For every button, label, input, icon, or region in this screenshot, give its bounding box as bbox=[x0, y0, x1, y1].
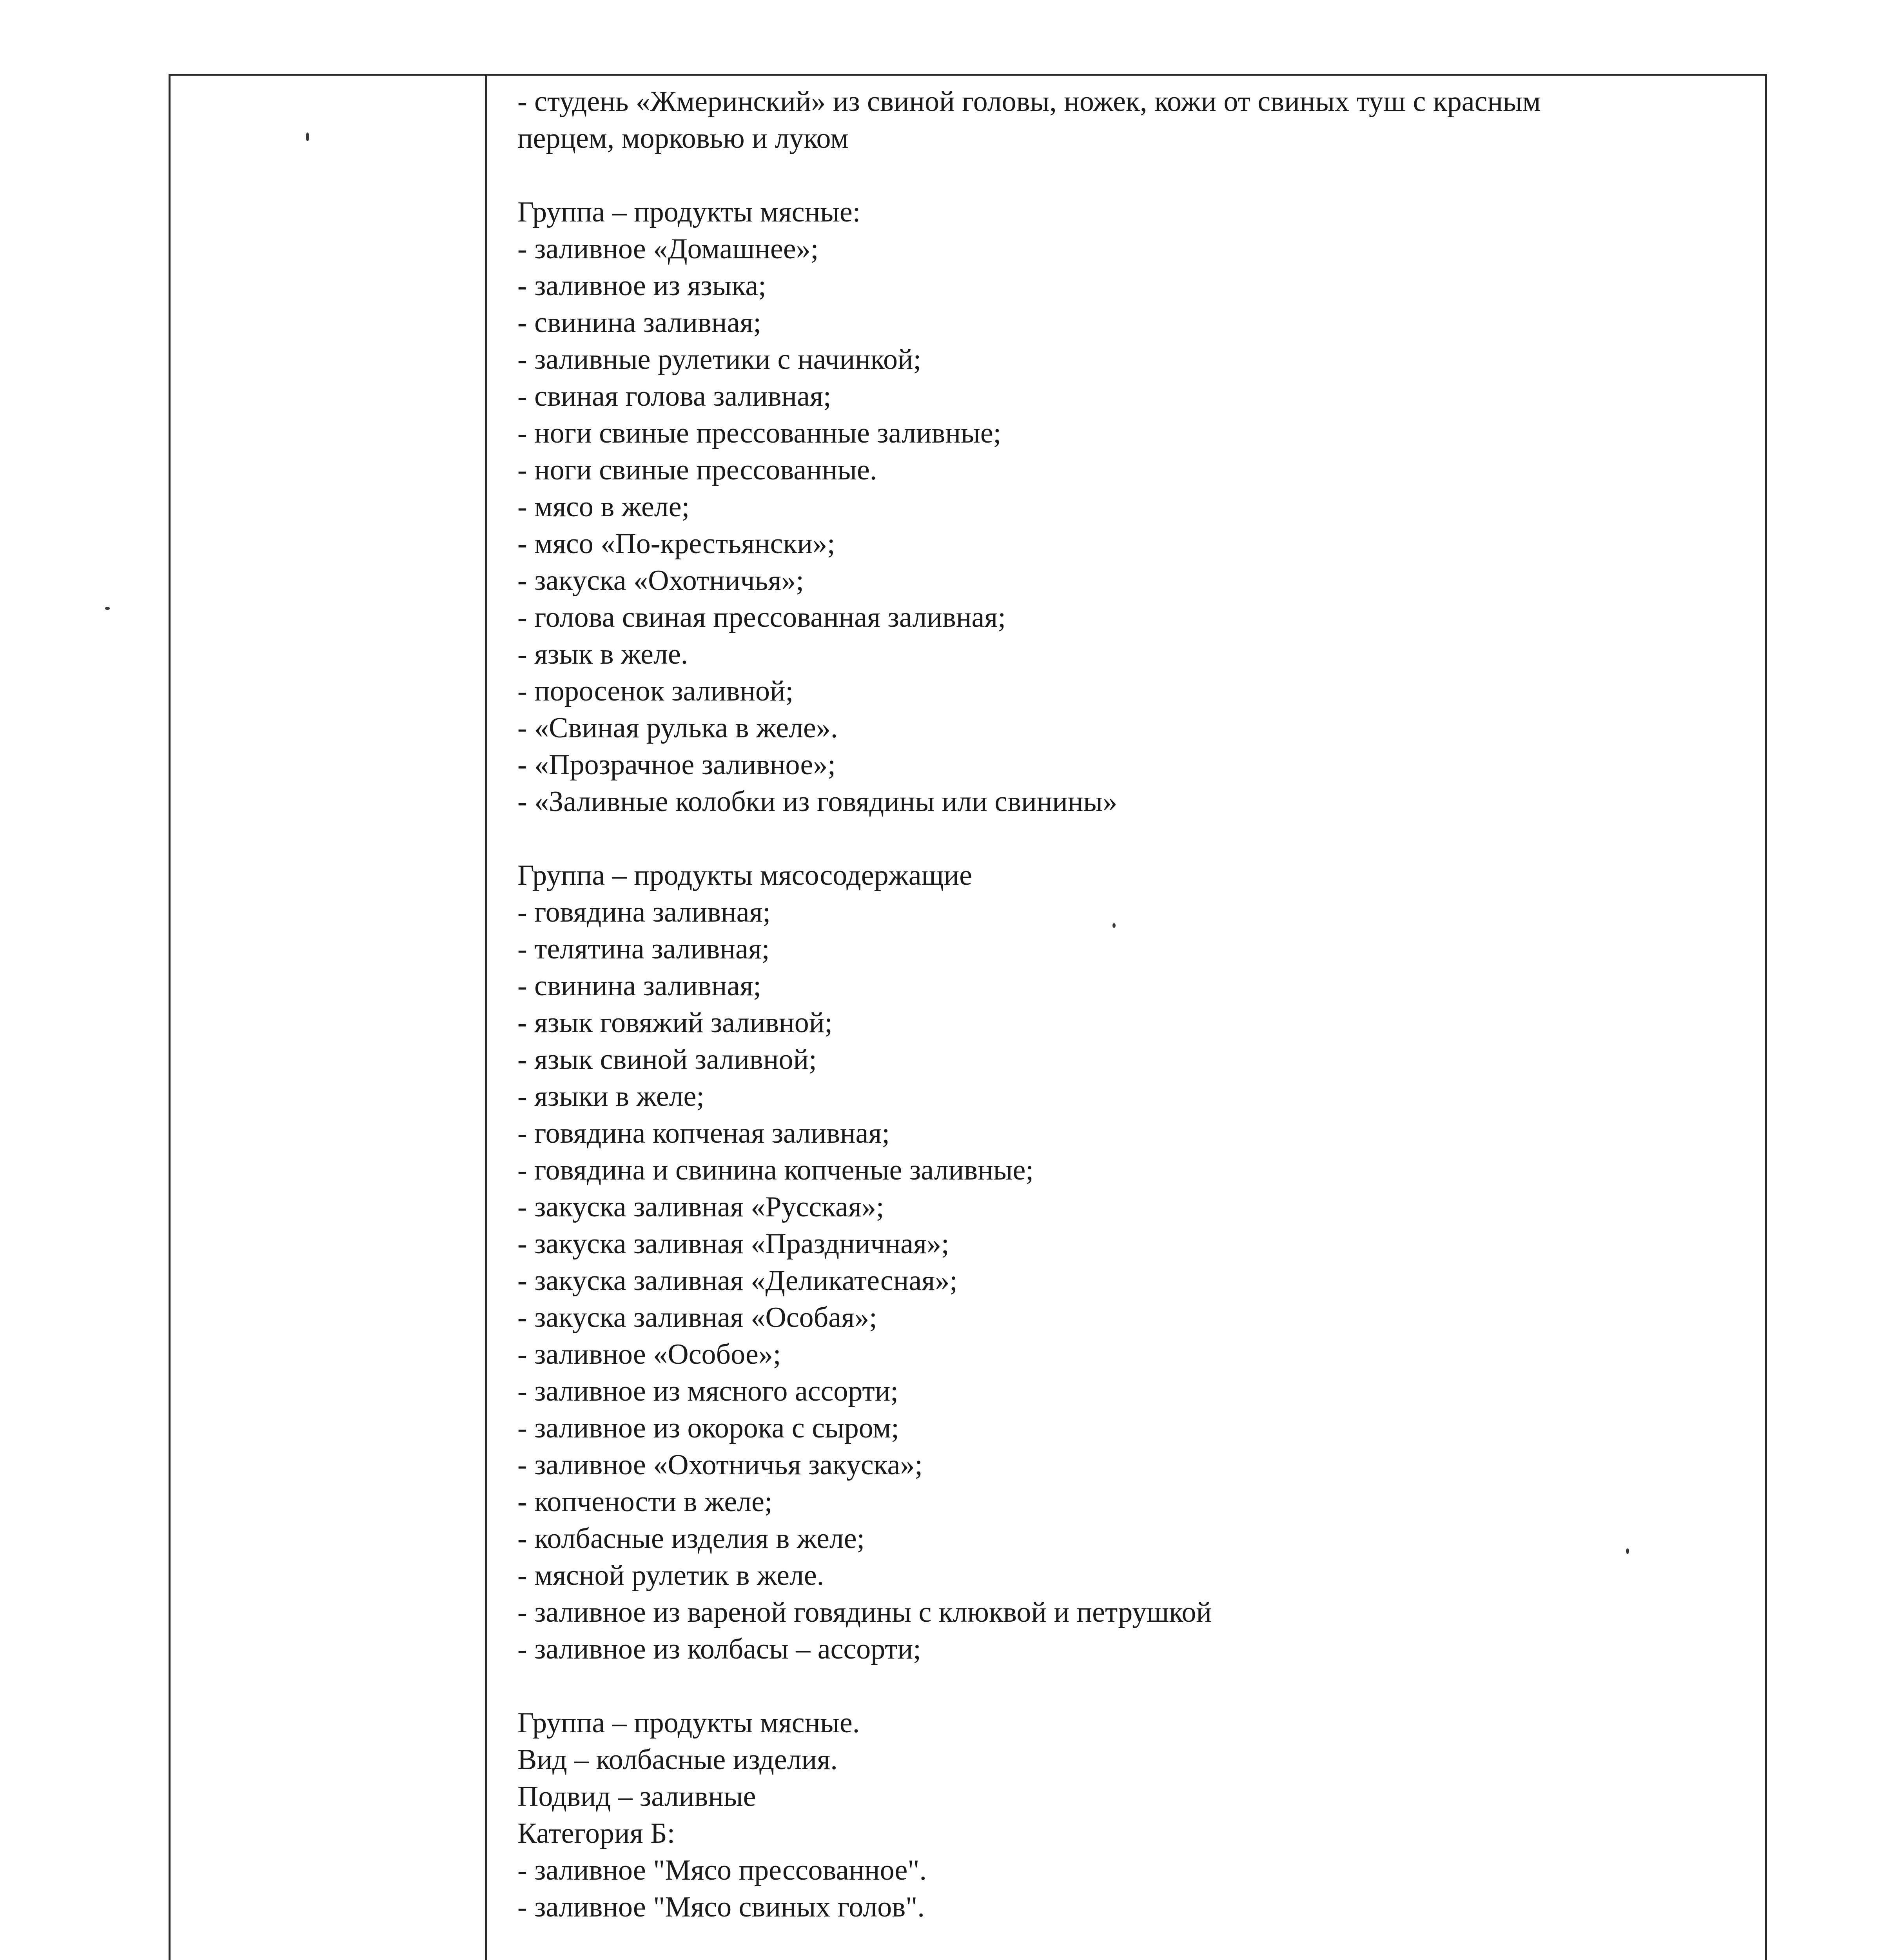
text-line: - закуска заливная «Праздничная»; bbox=[517, 1228, 949, 1260]
text-line: - студень «Жмеринский» из свиной головы, ножек, кожи от свиных туш с красным bbox=[517, 85, 1541, 118]
text-line: - ноги свиные прессованные заливные; bbox=[517, 417, 1002, 449]
text-line: - мясо в желе; bbox=[517, 491, 690, 523]
text-line: Группа – продукты мясные. bbox=[517, 1707, 860, 1739]
text-line: - заливное из мясного ассорти; bbox=[517, 1375, 898, 1407]
text-line: Группа – продукты мясные: bbox=[517, 196, 861, 228]
blank-line bbox=[517, 157, 1752, 194]
text-line: Группа – продукты мясосодержащие bbox=[517, 859, 973, 891]
text-line: - ноги свиные прессованные. bbox=[517, 454, 877, 486]
text-line: - свинина заливная; bbox=[517, 970, 761, 1002]
text-line: Подвид – заливные bbox=[517, 1780, 756, 1813]
text-line: - говядина копченая заливная; bbox=[517, 1117, 890, 1149]
text-line: - «Прозрачное заливное»; bbox=[517, 749, 836, 781]
text-line: - свиная голова заливная; bbox=[517, 380, 831, 412]
text-line: - телятина заливная; bbox=[517, 933, 770, 965]
text-line: - копчености в желе; bbox=[517, 1486, 773, 1518]
text-line: - мясной рулетик в желе. bbox=[517, 1559, 824, 1592]
text-line: перцем, морковью и луком bbox=[517, 122, 849, 154]
text-line: - заливное «Охотничья закуска»; bbox=[517, 1449, 923, 1481]
text-line: - «Заливные колобки из говядины или свинины» bbox=[517, 786, 1118, 818]
text-line: - языки в желе; bbox=[517, 1080, 704, 1112]
text-line: - поросенок заливной; bbox=[517, 675, 794, 707]
text-line: - заливное из вареной говядины с клюквой и петрушкой bbox=[517, 1596, 1212, 1628]
text-line: - язык в желе. bbox=[517, 638, 688, 670]
text-line: - заливное «Особое»; bbox=[517, 1338, 781, 1370]
text-line: - колбасные изделия в желе; bbox=[517, 1523, 865, 1555]
text-line: - язык говяжий заливной; bbox=[517, 1007, 833, 1039]
text-line: Вид – колбасные изделия. bbox=[517, 1744, 838, 1776]
text-line: - заливное "Мясо прессованное". bbox=[517, 1854, 927, 1886]
document-body bbox=[517, 83, 1752, 1960]
text-line: - закуска заливная «Русская»; bbox=[517, 1191, 884, 1223]
blank-line bbox=[517, 1926, 1752, 1960]
scan-speck bbox=[306, 132, 309, 141]
blank-line bbox=[517, 820, 1752, 857]
text-line: - заливное из языка; bbox=[517, 270, 766, 302]
text-line: - «Свиная рулька в желе». bbox=[517, 712, 838, 744]
text-line: - заливное «Домашнее»; bbox=[517, 233, 819, 265]
text-line: - заливное из окорока с сыром; bbox=[517, 1412, 899, 1444]
text-line: Категория Б: bbox=[517, 1817, 675, 1849]
text-line: - голова свиная прессованная заливная; bbox=[517, 601, 1006, 633]
column-divider bbox=[485, 74, 487, 1960]
text-line: - закуска заливная «Деликатесная»; bbox=[517, 1265, 958, 1297]
text-line: - заливное из колбасы – ассорти; bbox=[517, 1633, 921, 1665]
scan-speck bbox=[105, 607, 110, 610]
text-line: - свинина заливная; bbox=[517, 307, 761, 339]
text-line: - мясо «По-крестьянски»; bbox=[517, 528, 835, 560]
text-line: - говядина заливная; bbox=[517, 896, 771, 928]
text-line: - язык свиной заливной; bbox=[517, 1044, 817, 1076]
text-line: - говядина и свинина копченые заливные; bbox=[517, 1154, 1034, 1186]
text-line: - закуска заливная «Особая»; bbox=[517, 1301, 877, 1334]
text-line: - заливные рулетики с начинкой; bbox=[517, 343, 922, 376]
text-line: - закуска «Охотничья»; bbox=[517, 564, 804, 597]
blank-line bbox=[517, 1668, 1752, 1704]
text-line: - заливное "Мясо свиных голов". bbox=[517, 1891, 925, 1923]
